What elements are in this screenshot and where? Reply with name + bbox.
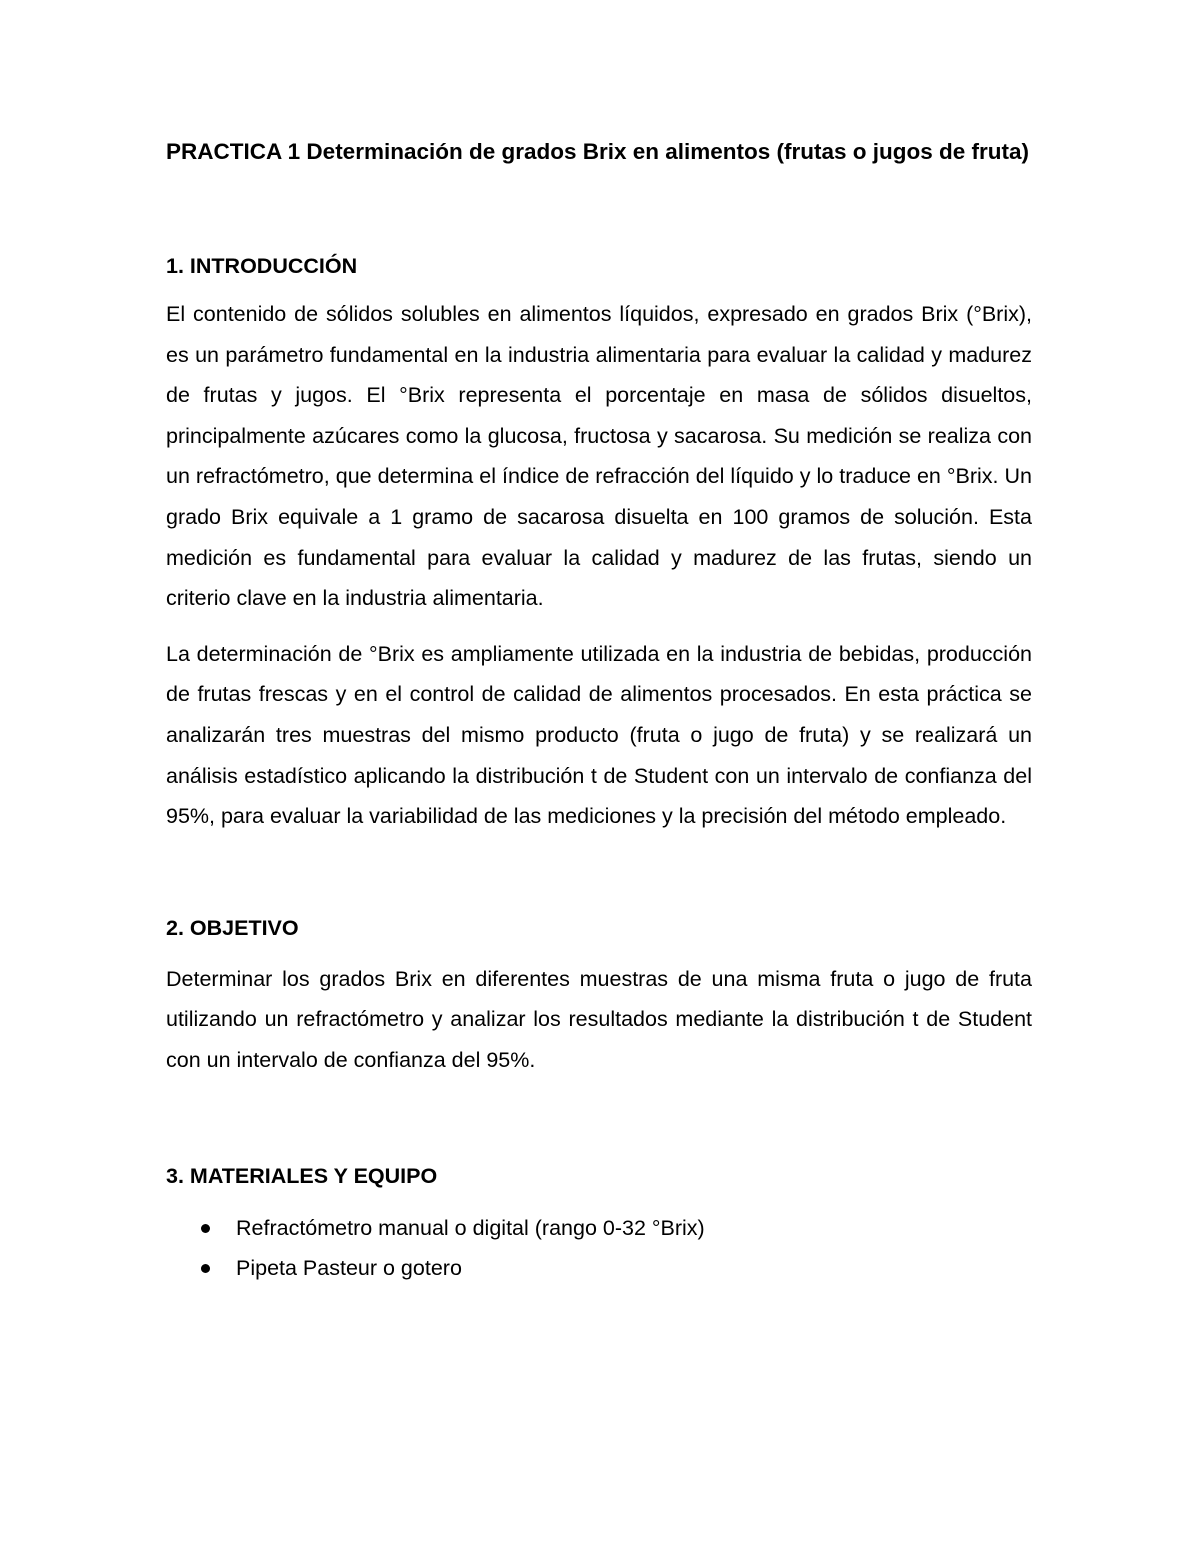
document-title: PRACTICA 1 Determinación de grados Brix en alimentos (frutas o jugos de fruta) bbox=[166, 139, 1030, 164]
bullet-icon bbox=[201, 1264, 210, 1273]
list-item-text: Refractómetro manual o digital (rango 0-32 °Brix) bbox=[236, 1215, 705, 1240]
list-item bbox=[166, 1248, 1032, 1289]
document-content bbox=[166, 131, 1032, 1289]
section-heading-materiales: 3. MATERIALES Y EQUIPO bbox=[166, 1163, 438, 1188]
introduccion-paragraph-1: El contenido de sólidos solubles en alimentos líquidos, expresado en grados Brix (°Brix), es un parámetro fundamental en la industria alimentaria para evaluar la calidad y madurez de frutas y jugos. El °Brix representa el porcentaje en masa de sólidos disueltos, principalmente azúcares como la glucosa, fructosa y sacarosa. Su medición se realiza con un refractómetro, que determina el índice de refracción del líquido y lo traduce en °Brix. Un grado Brix equivale a 1 gramo de sacarosa disuelta en 100 gramos de solución. Esta medición es fundamental para evaluar la calidad y madurez de las frutas, siendo un criterio clave en la industria alimentaria. bbox=[166, 302, 1032, 611]
materials-list bbox=[166, 1208, 1032, 1289]
list-item-text: Pipeta Pasteur o gotero bbox=[236, 1256, 462, 1281]
section-heading-introduccion: 1. INTRODUCCIÓN bbox=[166, 254, 358, 278]
list-item bbox=[166, 1208, 1032, 1249]
section-heading-objetivo: 2. OBJETIVO bbox=[166, 915, 299, 940]
introduccion-paragraph-2: La determinación de °Brix es ampliamente utilizada en la industria de bebidas, producción de frutas frescas y en el control de calidad de alimentos procesados. En esta práctica se analizarán tres muestras del mismo producto (fruta o jugo de fruta) y se realizará un análisis estadístico aplicando la distribución t de Student con un intervalo de confianza del 95%, para evaluar la variabilidad de las mediciones y la precisión del método empleado. bbox=[166, 641, 1032, 829]
objetivo-paragraph: Determinar los grados Brix en diferentes muestras de una misma fruta o jugo de fruta utilizando un refractómetro y analizar los resultados mediante la distribución t de Student con un intervalo de confianza del 95%. bbox=[166, 966, 1032, 1072]
bullet-icon bbox=[201, 1224, 210, 1233]
